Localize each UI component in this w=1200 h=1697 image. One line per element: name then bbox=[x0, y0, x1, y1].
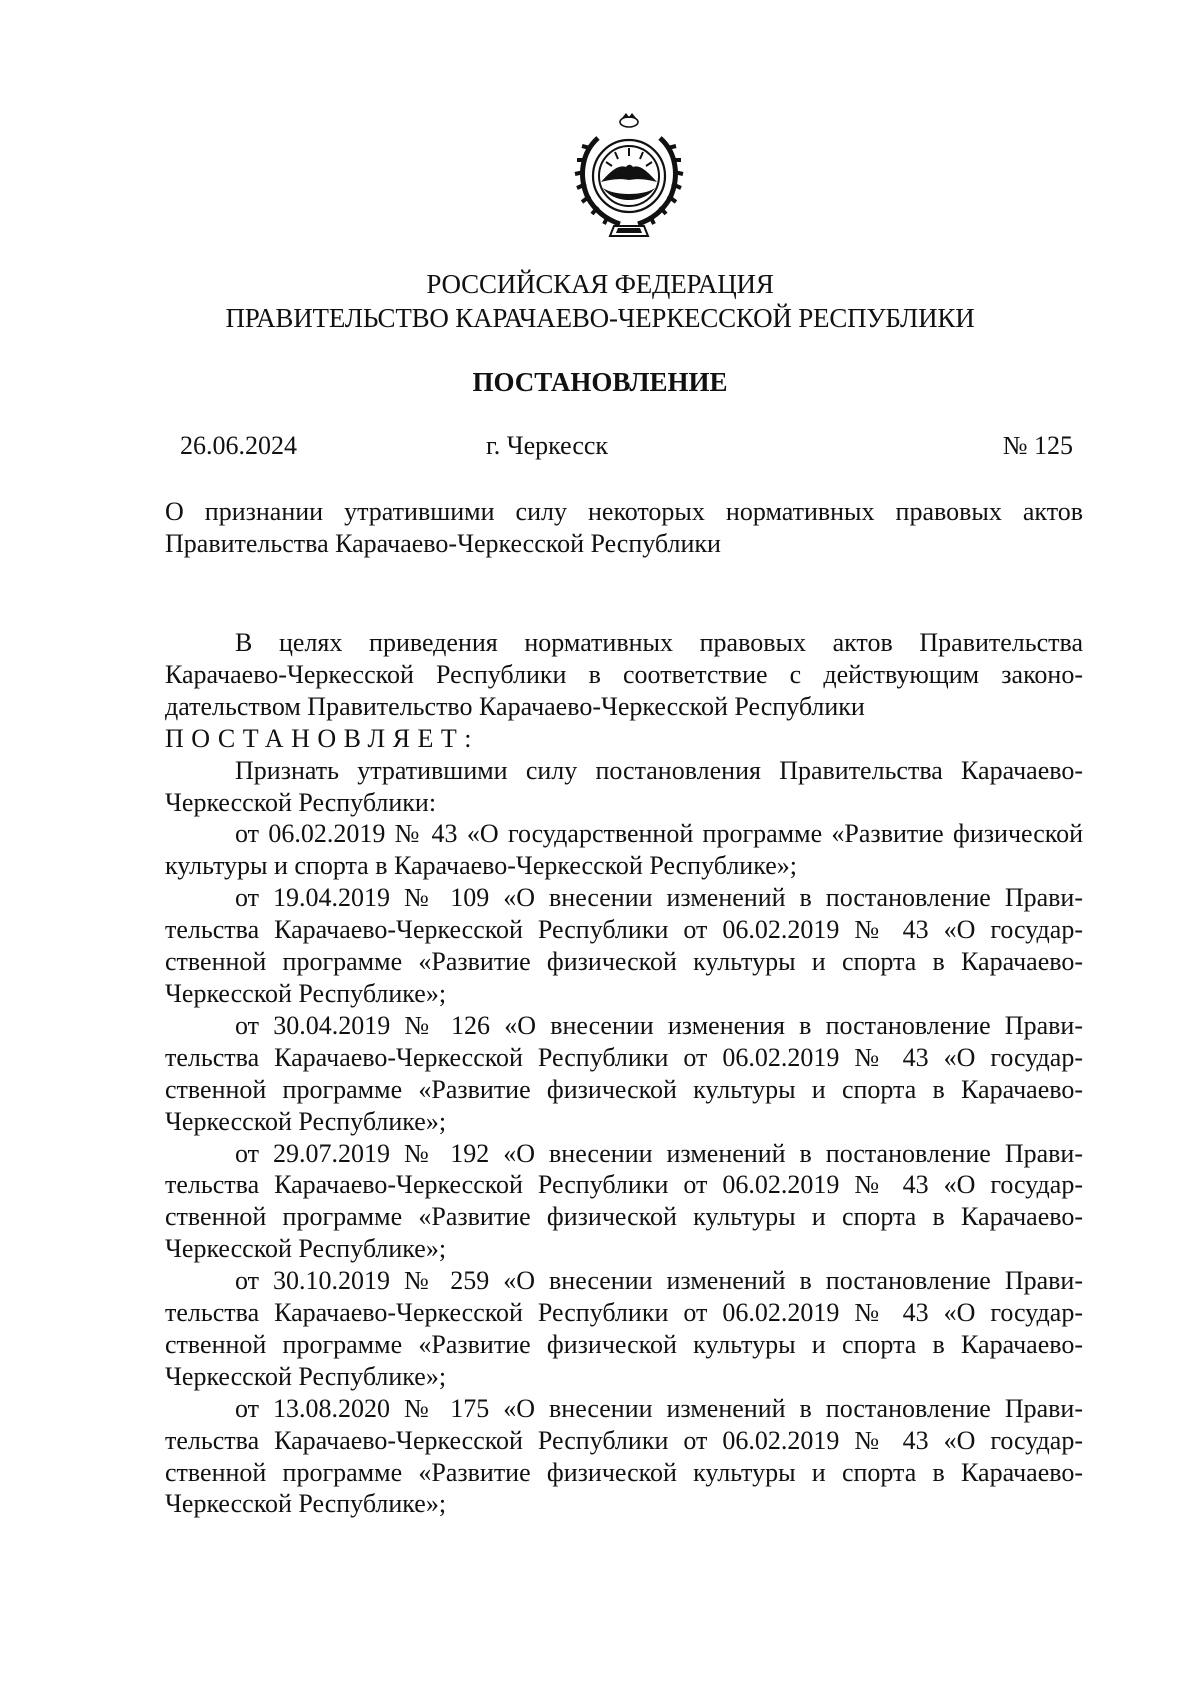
document-body bbox=[165, 627, 1083, 1520]
list-item: от 30.10.2019 № 259 «О внесении изменений в постановление Правительства Карачаево-Черкесской Республики от 06.02.2019 № 43 «О государственной программе «Развитие физической культуры и спорта в Карачаево-Черкесской Республике»; bbox=[165, 1266, 1083, 1391]
government-header: ПРАВИТЕЛЬСТВО КАРАЧАЕВО-ЧЕРКЕССКОЙ РЕСПУБЛИКИ bbox=[225, 303, 975, 333]
coat-of-arms-icon bbox=[570, 112, 688, 240]
document-title: О признании утратившими силу некоторых нормативных правовых актов Правительства Карачаево-Черкесской Республики bbox=[165, 497, 1083, 558]
resolves-keyword: ПОСТАНОВЛЯЕТ: bbox=[165, 723, 479, 753]
document-type-heading: ПОСТАНОВЛЕНИЕ bbox=[472, 367, 728, 397]
list-item: от 06.02.2019 № 43 «О государственной программе «Развитие физической культуры и спорта в Карачаево-Черкесской Республике»; bbox=[165, 819, 1083, 881]
list-item: от 30.04.2019 № 126 «О внесении изменения в постановление Правительства Карачаево-Черкесской Республики от 06.02.2019 № 43 «О государственной программе «Развитие физической культуры и спорта в Карачаево-Черкесской Республике»; bbox=[165, 1010, 1083, 1136]
list-item: от 29.07.2019 № 192 «О внесении изменений в постановление Правительства Карачаево-Черкесской Республики от 06.02.2019 № 43 «О государственной программе «Развитие физической культуры и спорта в Карачаево-Черкесской Республике»; bbox=[165, 1138, 1083, 1264]
document-city: г. Черкесск bbox=[486, 431, 609, 460]
document-date: 26.06.2024 bbox=[180, 431, 297, 460]
list-item: от 13.08.2020 № 175 «О внесении изменений в постановление Правительства Карачаево-Черкесской Республики от 06.02.2019 № 43 «О государственной программе «Развитие физической культуры и спорта в Карачаево-Черкесской Республике»; bbox=[165, 1393, 1083, 1519]
preamble-paragraph: В целях приведения нормативных правовых актов Правительства Карачаево-Черкесской Республики в соответствие с действующим законодательством Правительство Карачаево-Черкесской Республики bbox=[165, 628, 1083, 721]
country-header: РОССИЙСКАЯ ФЕДЕРАЦИЯ bbox=[426, 269, 774, 299]
directive-paragraph: Признать утратившими силу постановления Правительства Карачаево-Черкесской Республики: bbox=[165, 755, 1083, 817]
list-item: от 19.04.2019 № 109 «О внесении изменений в постановление Правительства Карачаево-Черкесской Республики от 06.02.2019 № 43 «О государственной программе «Развитие физической культуры и спорта в Карачаево-Черкесской Республике»; bbox=[165, 883, 1083, 1008]
document-number: № 125 bbox=[1002, 431, 1073, 460]
